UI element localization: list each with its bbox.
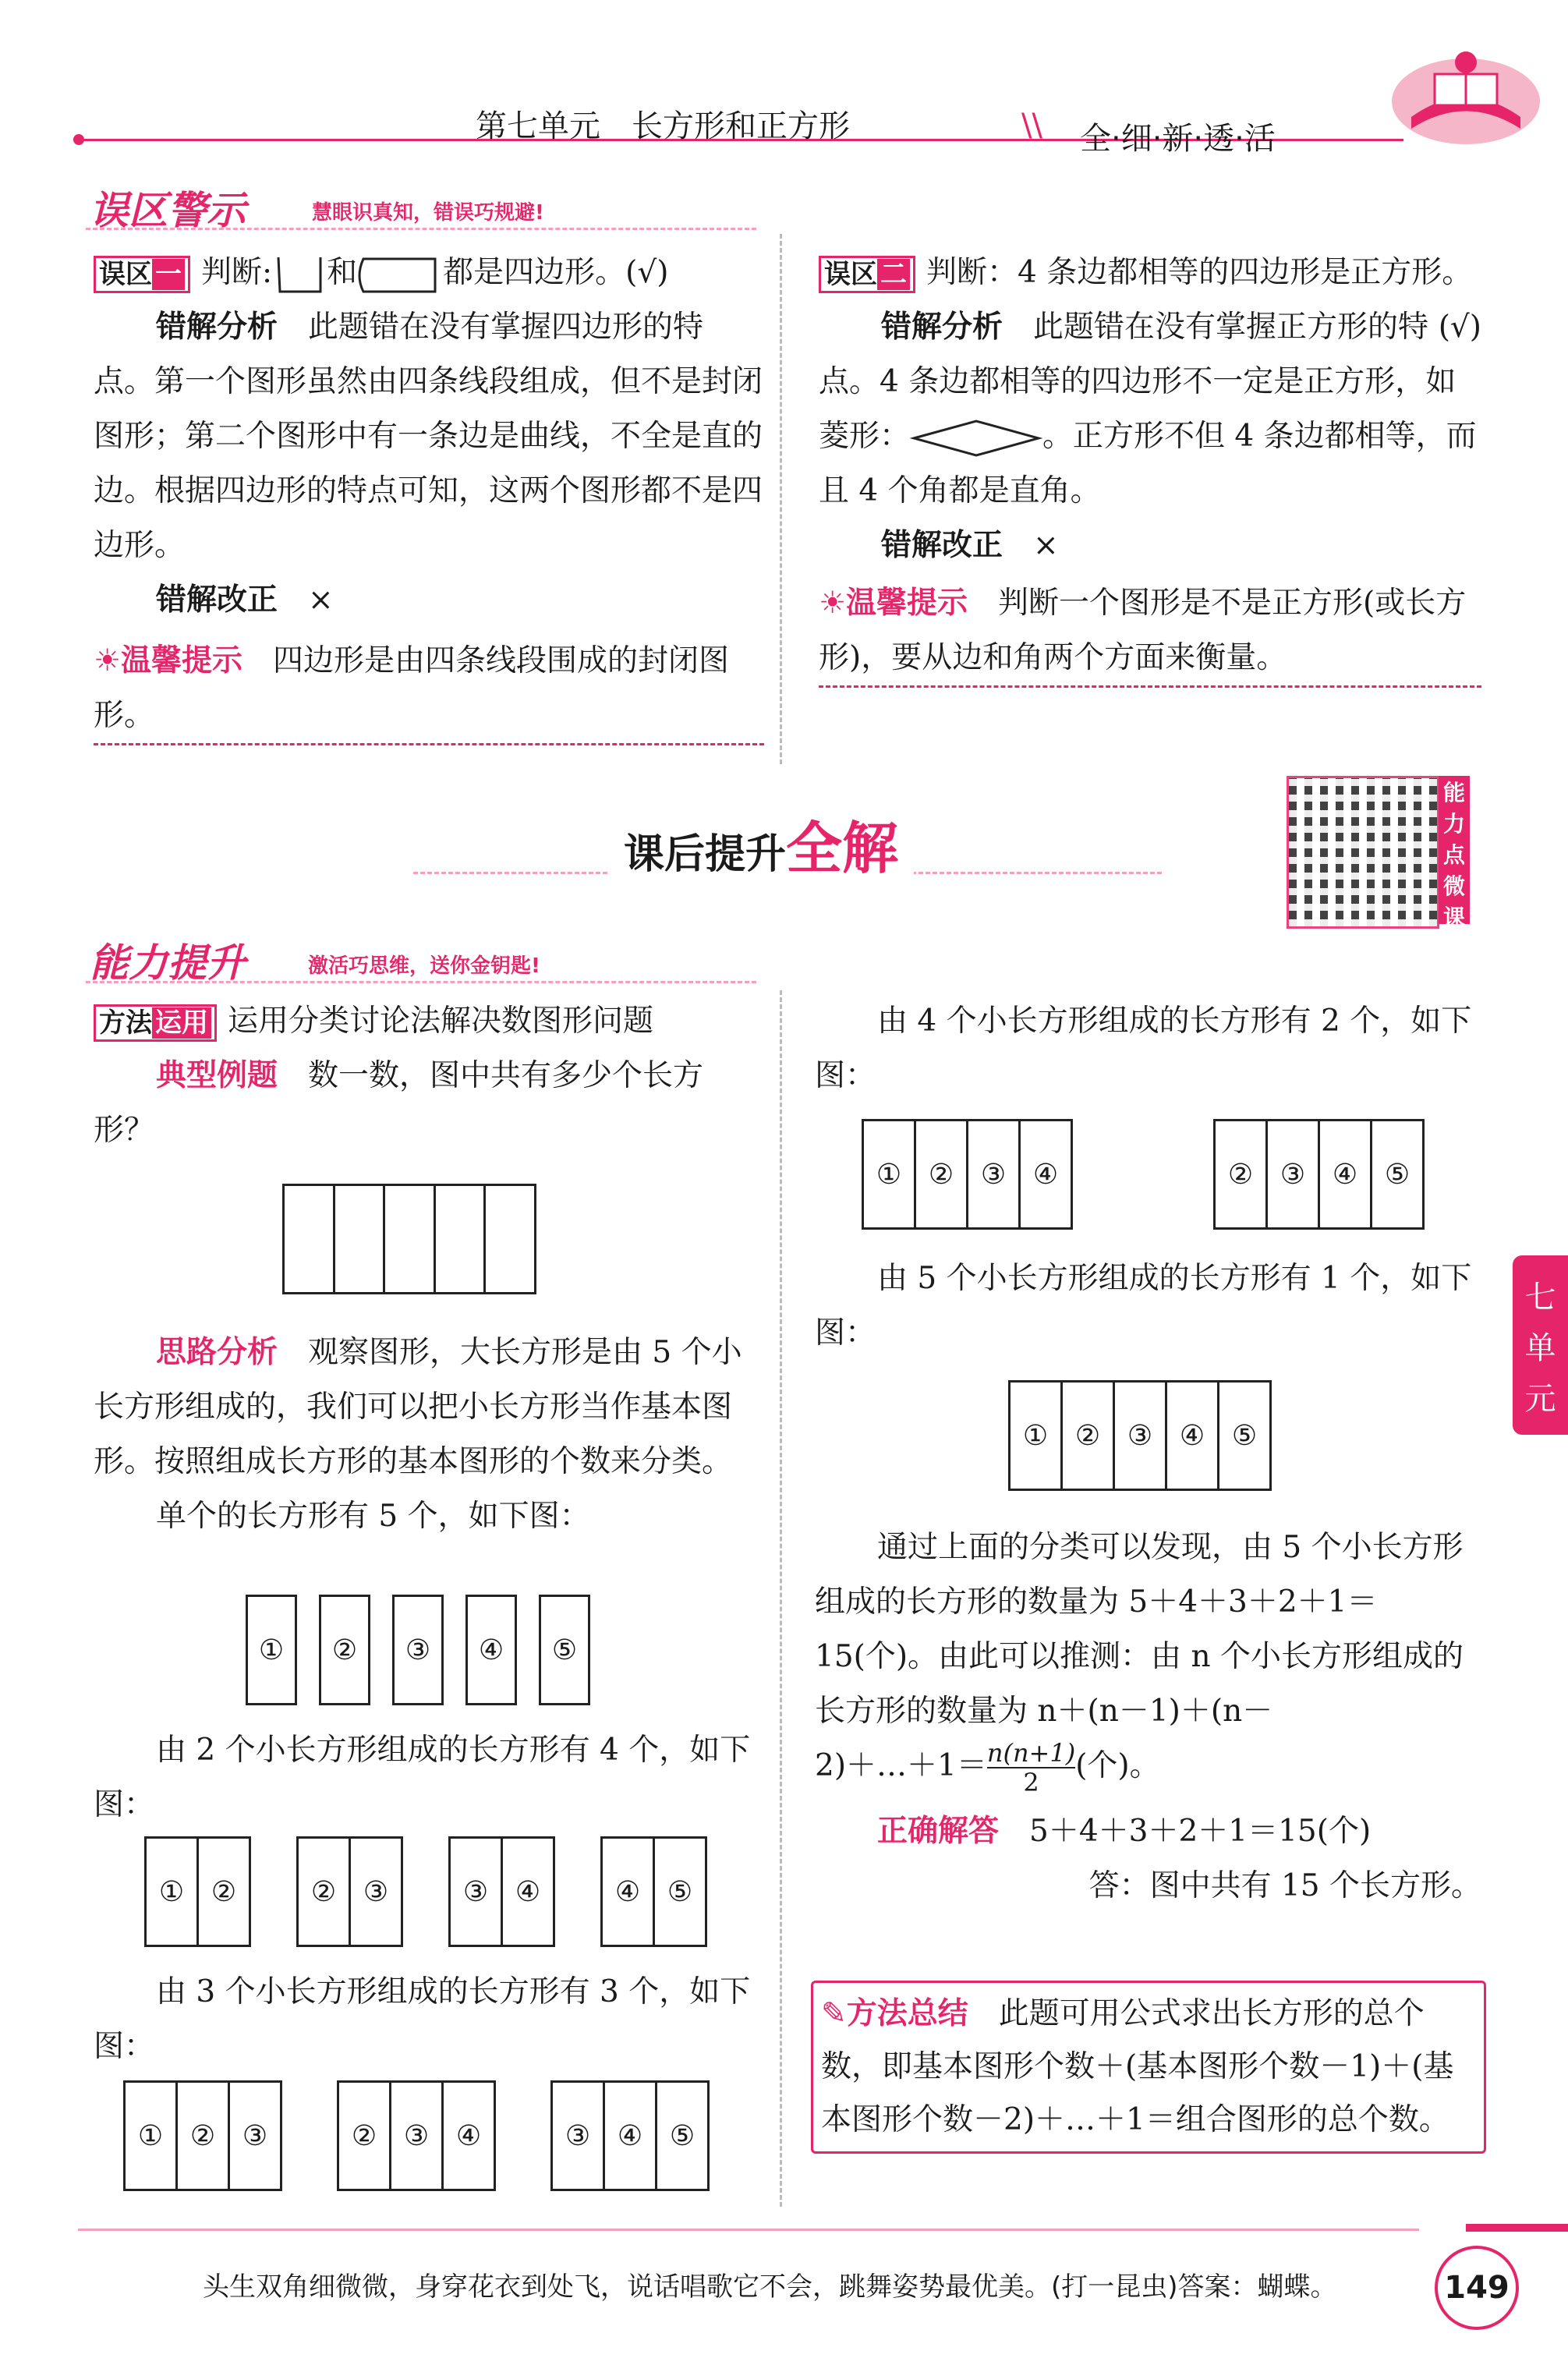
five-text: 由 5 个小长方形组成的长方形有 1 个，如下图： — [815, 1261, 1472, 1351]
quads-row — [862, 1119, 1425, 1230]
method-text: 运用分类讨论法解决数图形问题 — [228, 1004, 654, 1039]
mistake-section-title: 误区警示 — [90, 188, 246, 233]
conclusion: 通过上面的分类可以发现，由 5 个小长方形组成的长方形的数量为 5＋4＋3＋2＋1＝15(个)。由此可以推测：由 n 个小长方形组成的长方形的数量为 n＋(n－1)＋(n－ 2)＋…＋1＝ $\frac{n(n+1)}{2}$ (个)。 正确解答 5＋4＋3＋2＋1＝15(个) 答：图中共有 15 个长方形。 — [815, 1521, 1481, 1914]
mistake-section-subtitle: 慧眼识真知，错误巧规避! — [312, 201, 544, 225]
unit-side-tab: 七 单 元 — [1513, 1255, 1568, 1435]
pair-figure: ① ② — [144, 1836, 251, 1947]
pairs-row — [144, 1836, 707, 1947]
quint-figure: ① ② ③ ④ ⑤ — [1008, 1380, 1272, 1491]
mistake-1-tip: ☀温馨提示 四边形是由四条线段围成的封闭图形。 — [94, 634, 764, 745]
banner — [608, 803, 914, 884]
pair-figure: ③ ④ — [448, 1836, 555, 1947]
open-shape-icon — [272, 253, 327, 296]
mistake-1-question: 误区 一 判断: 和 都是四边形。(√) — [94, 246, 764, 300]
triple-figure: ③ ④ ⑤ — [550, 2080, 710, 2191]
pair-figure: ④ ⑤ — [600, 1836, 707, 1947]
three-text: 由 3 个小长方形组成的长方形有 3 个，如下图： — [94, 1974, 751, 2064]
analysis-block — [94, 1326, 764, 1544]
quad-figure: ① ② ③ ④ — [862, 1119, 1073, 1230]
quad-figure: ② ③ ④ ⑤ — [1213, 1119, 1425, 1230]
mistake-2-question: 误区 二 判断：4 条边都相等的四边形是正方形。 (√) — [819, 246, 1481, 300]
mistake-1-analysis: 错解分析 此题错在没有掌握四边形的特点。第一个图形虽然由四条线段组成，但不是封闭图形；第二个图形中有一条边是曲线，不全是直的边。根据四边形的特点可知，这两个图形都不是四边形。 — [94, 310, 763, 563]
mistake-1-correction: 错解改正 × — [156, 582, 334, 618]
ability-section-title: 能力提升 — [90, 940, 246, 986]
pencil-icon: ✎ — [821, 1996, 847, 2031]
mistake-2-analysis: 错解分析 此题错在没有掌握正方形的特点。4 条边都相等的四边形不一定是正方形，如菱形： 。正方形不但 4 条边都相等，而且 4 个角都是直角。 — [819, 310, 1477, 508]
example-question: 典型例题 数一数，图中共有多少个长方形？ — [94, 1058, 704, 1148]
summary-box: ✎方法总结 此题可用公式求出长方形的总个数，即基本图形个数＋(基本图形个数－1)＋(基本图形个数－2)＋…＋1＝组合图形的总个数。 — [811, 1981, 1486, 2154]
method-line — [94, 994, 764, 1158]
pair-figure: ② ③ — [296, 1836, 403, 1947]
ability-underline — [86, 981, 756, 983]
single-box: ④ — [465, 1595, 517, 1705]
fraction: $\frac{n(n+1)}{2}$ — [986, 1738, 1076, 1797]
triple-figure: ② ③ ④ — [337, 2080, 496, 2191]
motto: 全·细·新·透·活 — [1080, 121, 1276, 157]
bulb-icon: ☀ — [94, 643, 121, 678]
triples-row — [123, 2080, 710, 2191]
mistake-2 — [819, 246, 1481, 688]
ability-section-subtitle: 激活巧思维，送你金钥匙! — [308, 954, 540, 978]
method-tag: 方法 运用 — [94, 1004, 217, 1042]
column-divider — [780, 234, 782, 764]
single-box: ⑤ — [539, 1595, 590, 1705]
two-text: 由 2 个小长方形组成的长方形有 4 个，如下图： — [94, 1733, 751, 1822]
banner-text-b: 全解 — [786, 816, 899, 881]
mistake-2-tag: 误区 二 — [819, 256, 915, 293]
rhombus-icon — [910, 416, 1042, 460]
footer-rule-accent — [1466, 2224, 1568, 2232]
mistake-2-correction: 错解改正 × — [881, 528, 1059, 563]
analysis-text: 思路分析 观察图形，大长方形是由 5 个小长方形组成的，我们可以把小长方形当作基本图形。按照组成长方形的基本图形的个数来分类。 — [94, 1335, 742, 1479]
page-number: 149 — [1435, 2246, 1519, 2330]
unit-title: 第七单元 长方形和正方形 — [476, 108, 850, 144]
main-figure — [282, 1184, 536, 1294]
mistake-1-tag: 误区 一 — [94, 256, 190, 293]
single-text: 单个的长方形有 5 个，如下图： — [156, 1499, 590, 1534]
banner-text-a: 课后提升 — [624, 831, 787, 878]
single-box: ② — [319, 1595, 370, 1705]
curved-shape-icon — [357, 253, 443, 296]
slash-icon: \\ — [1021, 108, 1042, 143]
mistake-2-tip: ☀温馨提示 判断一个图形是不是正方形(或长方形)，要从边和角两个方面来衡量。 — [819, 576, 1481, 688]
qr-code-icon[interactable] — [1287, 776, 1439, 929]
column-divider-2 — [780, 990, 782, 2207]
mistake-1 — [94, 246, 764, 745]
answer-line: 正确解答 5＋4＋3＋2＋1＝15(个) — [877, 1814, 1372, 1849]
answer-final: 答：图中共有 15 个长方形。 — [1088, 1868, 1481, 1903]
single-box: ① — [246, 1595, 297, 1705]
book-logo-icon — [1388, 31, 1544, 148]
header-dot-icon — [73, 134, 84, 145]
qr-caption: 能 力 点 微 课 — [1439, 776, 1470, 924]
bulb-icon: ☀ — [819, 586, 846, 621]
footer-riddle: 头生双角细微微，身穿花衣到处飞，说话唱歌它不会，跳舞姿势最优美。(打一昆虫)答案：蝴蝶。 — [203, 2271, 1337, 2303]
singles-row — [246, 1595, 590, 1705]
triple-figure: ① ② ③ — [123, 2080, 282, 2191]
four-text: 由 4 个小长方形组成的长方形有 2 个，如下图： — [815, 1004, 1472, 1093]
footer-rule — [78, 2229, 1419, 2231]
single-box: ③ — [392, 1595, 444, 1705]
section-underline — [86, 228, 756, 230]
